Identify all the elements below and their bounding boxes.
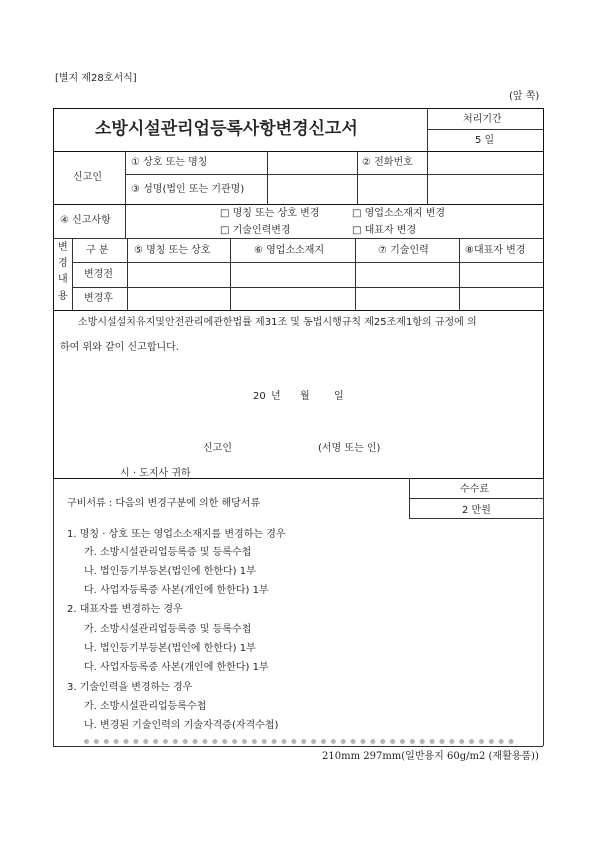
option-office-change[interactable]: □ 영업소소재지 변경 [352, 208, 446, 219]
doc-item: 3. 기술인력을 변경하는 경우 [67, 682, 193, 693]
addressee: 시 · 도지사 귀하 [120, 468, 191, 479]
doc-item: 가. 소방시설관리업등록증 및 등록수첩 [84, 624, 252, 635]
doc-item: 나. 법인등기부등본(법인에 한한다) 1부 [84, 643, 256, 654]
fee-label: 수수료 [460, 484, 489, 495]
trade-name-field[interactable] [268, 152, 356, 173]
doc-item: 나. 변경된 기술인력의 기술자격증(자격수첩) [84, 720, 279, 731]
change-side-label-4: 용 [58, 291, 68, 302]
change-side-label-3: 내 [58, 274, 68, 285]
phone-field[interactable] [428, 152, 542, 173]
doc-item: 가. 소방시설관리업등록증 및 등록수첩 [84, 547, 252, 558]
header-office-location: ⑥ 영업소소재지 [254, 245, 325, 256]
date-year-prefix: 20 [253, 391, 266, 402]
side-note: (앞 쪽) [509, 91, 540, 102]
row-before-label: 변경전 [84, 269, 113, 280]
form-title: 소방시설관리업등록사항변경신고서 [95, 119, 358, 139]
processing-period-label: 처리기간 [463, 114, 502, 125]
statement-line-1: 소방시설설치유지및안전관리에관한법률 제31조 및 동법시행규칙 제25조제1항의 규정에 의 [78, 317, 477, 328]
option-representative-change[interactable]: □ 대표자 변경 [352, 225, 417, 236]
truncated-text-line [84, 739, 514, 744]
doc-item: 가. 소방시설관리업등록수첩 [84, 701, 207, 712]
applicant-label: 신고인 [73, 172, 102, 183]
change-side-label-2: 경 [58, 258, 68, 269]
option-name-change[interactable]: □ 명칭 또는 상호 변경 [220, 208, 320, 219]
signer-label: 신고인 [203, 443, 232, 454]
paper-spec-footer: 210mm 297mm(일반용지 60g/m2 (재활용품)) [322, 751, 539, 762]
change-side-label-1: 변 [58, 242, 68, 253]
header-trade-name: ⑤ 명칭 또는 상호 [134, 245, 211, 256]
processing-period-value: 5 일 [475, 135, 495, 146]
header-technical-staff: ⑦ 기술인력 [378, 245, 429, 256]
date-day: 일 [334, 391, 344, 402]
row-after-label: 변경후 [84, 293, 113, 304]
signature-placeholder: (서명 또는 인) [318, 443, 381, 454]
date-month: 월 [300, 391, 310, 402]
doc-item: 나. 법인등기부등본(법인에 한한다) 1부 [84, 566, 256, 577]
doc-item: 1. 명칭 · 상호 또는 영업소소재지를 변경하는 경우 [67, 529, 286, 540]
name-field[interactable] [268, 175, 542, 203]
phone-label: ② 전화번호 [362, 157, 413, 168]
option-staff-change[interactable]: □ 기술인력변경 [220, 225, 291, 236]
report-items-label: ④ 신고사항 [60, 215, 111, 226]
doc-item: 다. 사업자등록증 사본(개인에 한한다) 1부 [84, 662, 269, 673]
header-representative: ⑧대표자 변경 [465, 245, 526, 256]
statement-line-2: 하여 위와 같이 신고합니다. [60, 342, 179, 353]
trade-name-label: ① 상호 또는 명칭 [131, 157, 208, 168]
fee-value: 2 만원 [462, 505, 491, 516]
documents-header: 구비서류 : 다음의 변경구분에 의한 해당서류 [67, 498, 261, 509]
header-category: 구 분 [86, 245, 109, 256]
doc-item: 다. 사업자등록증 사본(개인에 한한다) 1부 [84, 585, 269, 596]
doc-item: 2. 대표자를 변경하는 경우 [67, 604, 183, 615]
date-year: 년 [271, 391, 281, 402]
form-reference: [별지 제28호서식] [55, 73, 137, 84]
name-label: ③ 성명(법인 또는 기관명) [131, 184, 245, 195]
